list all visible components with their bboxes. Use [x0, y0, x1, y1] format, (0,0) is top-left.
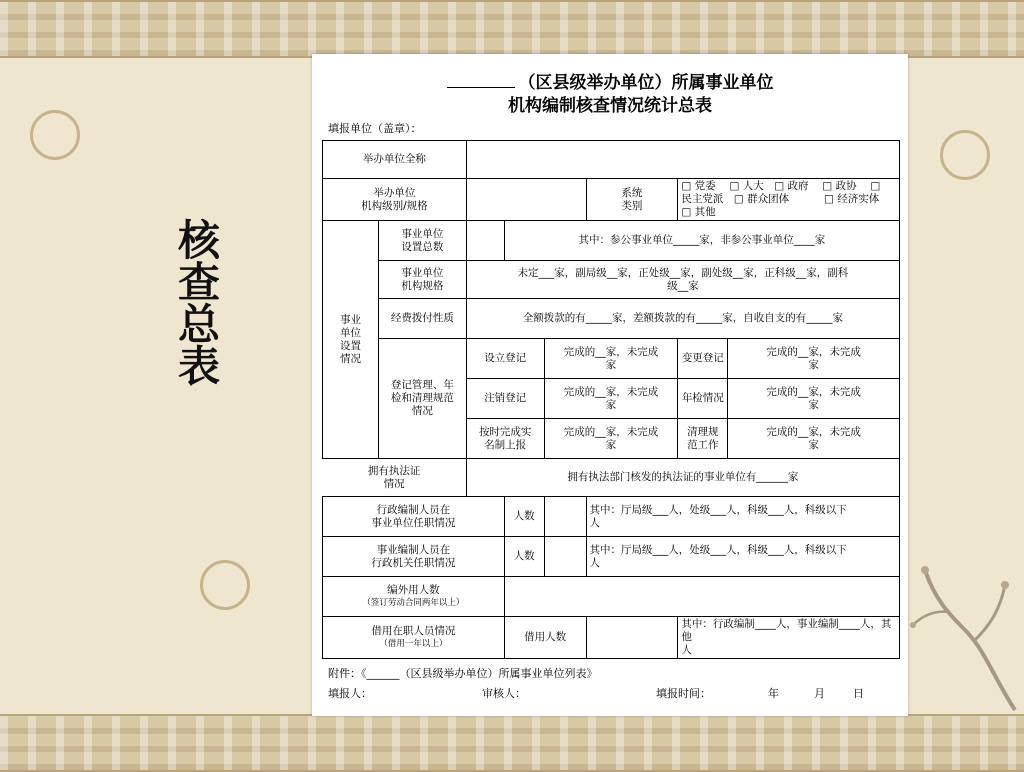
- institution-staff-count-label: 人数: [504, 537, 544, 577]
- background-ornament: [200, 560, 250, 610]
- background-ornament: [940, 130, 990, 180]
- cancel-registration-status: 完成的__家，未完成 家: [544, 379, 678, 419]
- cleanup-work-status: 完成的__家，未完成 家: [728, 419, 900, 459]
- realname-report-status: 完成的__家，未完成 家: [544, 419, 678, 459]
- background-ornament: [30, 110, 80, 160]
- side-title: 核查总表: [172, 218, 221, 386]
- setup-registration-label: 设立登记: [466, 339, 544, 379]
- institution-staff-in-admin-label: 事业编制人员在 行政机关任职情况: [323, 537, 505, 577]
- institution-setup-group: 事业 单位 设置 情况: [323, 221, 379, 459]
- form-title-text: （区县级举办单位）所属事业单位: [518, 73, 774, 93]
- total-units-label: 事业单位 设置总数: [378, 221, 466, 261]
- funding-type-label: 经费拨付性质: [378, 299, 466, 339]
- annual-inspection-label: 年检情况: [678, 379, 728, 419]
- borrowed-count-label: 借用人数: [504, 617, 586, 659]
- form-title-line1: [312, 68, 908, 93]
- institution-staff-count-value: [544, 537, 586, 577]
- registration-group: 登记管理、年 检和清理规范 情况: [378, 339, 466, 459]
- system-category-options: □ 党委 □ 人大 □ 政府 □ 政协 □ 民主党派 □ 群众团体 □ 经济实体 □ 其他: [678, 179, 900, 221]
- borrowed-count-value: [586, 617, 678, 659]
- borrowed-staff-detail: 其中：行政编制____人，事业编制____人，其他 人: [678, 617, 900, 659]
- fill-unit-label: 填报单位（盖章）：: [328, 122, 422, 135]
- fill-time-label: 填报时间：: [656, 687, 711, 700]
- institution-staff-rank-detail: 其中：厅局级___人，处级___人，科级___人，科级以下 人: [586, 537, 899, 577]
- admin-staff-in-institutions-label: 行政编制人员在 事业单位任职情况: [323, 497, 505, 537]
- org-fullname-value: [466, 141, 899, 179]
- admin-staff-rank-detail: 其中：厅局级___人，处级___人，科级___人，科级以下 人: [586, 497, 899, 537]
- external-staff-value: [504, 577, 899, 617]
- day-label: 日: [853, 687, 864, 700]
- year-label: 年: [768, 687, 779, 700]
- org-level-label: 举办单位 机构级别/规格: [323, 179, 467, 221]
- statistics-table: [322, 140, 900, 659]
- external-staff-label: 编外用人数: [387, 583, 440, 596]
- cleanup-work-label: 清理规 范工作: [678, 419, 728, 459]
- month-label: 月: [814, 687, 825, 700]
- plum-branch-decoration: [905, 540, 1020, 715]
- realname-report-label: 按时完成实 名制上报: [466, 419, 544, 459]
- total-units-detail: 其中：参公事业单位_____家，非参公事业单位____家: [504, 221, 899, 261]
- external-staff-cell: [323, 577, 505, 617]
- admin-staff-count-label: 人数: [504, 497, 544, 537]
- unit-level-detail: 未定___家，副局级__家，正处级__家，副处级__家，正科级__家，副科 级__家: [466, 261, 899, 299]
- funding-type-detail: 全额拨款的有_____家，差额拨款的有_____家，自收自支的有_____家: [466, 299, 899, 339]
- title-blank: [447, 73, 515, 88]
- annual-inspection-status: 完成的__家，未完成 家: [728, 379, 900, 419]
- borrowed-staff-label: 借用在职人员情况: [371, 624, 456, 637]
- org-level-value: [466, 179, 586, 221]
- filler-label: 填报人：: [328, 687, 372, 700]
- attachment-note: 附件：《______（区县级举办单位）所属事业单位列表》: [328, 667, 598, 680]
- unit-level-label: 事业单位 机构规格: [378, 261, 466, 299]
- form-document: [312, 54, 908, 716]
- top-decorative-border: [0, 0, 1024, 58]
- external-staff-note: （签订劳动合同两年以上）: [362, 597, 465, 608]
- law-cert-label: 拥有执法证 情况: [323, 459, 467, 497]
- reviewer-label: 审核人：: [482, 687, 526, 700]
- org-fullname-label: 举办单位全称: [323, 141, 467, 179]
- change-registration-status: 完成的__家，未完成 家: [728, 339, 900, 379]
- change-registration-label: 变更登记: [678, 339, 728, 379]
- cancel-registration-label: 注销登记: [466, 379, 544, 419]
- form-title-line2: 机构编制核查情况统计总表: [508, 96, 712, 116]
- bottom-decorative-border: [0, 714, 1024, 772]
- admin-staff-count-value: [544, 497, 586, 537]
- total-units-value: [466, 221, 504, 261]
- borrowed-staff-note: （借用一年以上）: [379, 638, 448, 649]
- setup-registration-status: 完成的__家，未完成 家: [544, 339, 678, 379]
- borrowed-staff-cell: [323, 617, 505, 659]
- system-category-label: 系统 类别: [586, 179, 678, 221]
- law-cert-detail: 拥有执法部门核发的执法证的事业单位有______家: [466, 459, 899, 497]
